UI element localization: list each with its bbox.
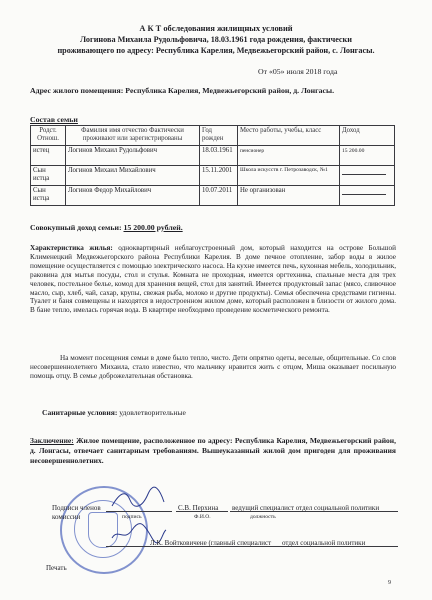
cell-year: 15.11.2001	[200, 165, 238, 185]
header-name: Фамилия имя отчество Фактически проживают или зарегистрированы	[66, 126, 200, 146]
sanitary-line	[42, 408, 186, 417]
signer-2-name: Л.К. Войтковичене (главный специалист	[150, 539, 272, 547]
table-row	[31, 165, 395, 185]
doc-subtitle-1: Логинова Михаила Рудольфовича, 18.03.1961 года рождения, фактически	[80, 35, 352, 44]
family-heading: Состав семьи	[30, 115, 78, 124]
cell-name: Логинов Михаил Рудольфович	[66, 145, 200, 165]
sanitary-value: удовлетворительные	[119, 408, 186, 417]
visit-paragraph: На момент посещения семьи в доме было тепло, чисто. Дети опрятно одеты, веселые, общительные. Со слов несовершеннолетнего Михаила, стало известно, что мальчику нравится жить с отцом, Миша оказывает посильную помощь отцу. В семье доброжелательная обстановка.	[30, 354, 396, 380]
family-table-header	[31, 126, 395, 146]
header-year: Год рожден	[200, 126, 238, 146]
signer-2-line	[150, 546, 398, 547]
doc-date-suffix: 2018 года	[305, 67, 338, 76]
signer-2-position: отдел социальной политики	[282, 539, 366, 547]
doc-date	[258, 67, 337, 76]
caption-fio: Ф.И.О.	[194, 514, 211, 520]
conclusion-paragraph	[30, 436, 396, 466]
stamp-label: Печать	[46, 564, 67, 572]
cell-income: 15 200.00	[340, 145, 395, 165]
conclusion-label: Заключение:	[30, 436, 74, 445]
cell-year: 10.07.2011	[200, 185, 238, 205]
signature-1-scribble	[108, 486, 168, 512]
cell-income	[340, 185, 395, 205]
cell-name: Логинов Федор Михайлович	[66, 185, 200, 205]
caption-sign: подпись	[122, 514, 142, 520]
cell-name: Логинов Михаил Михайлович	[66, 165, 200, 185]
caption-position: должность	[250, 514, 276, 520]
doc-date-prefix: От «05» июля	[258, 67, 304, 76]
header-income: Доход	[340, 126, 395, 146]
doc-title: А К Т обследования жилищных условий	[139, 24, 293, 33]
signatures-label-1: Подписи членов	[52, 504, 101, 512]
signatures-label-2: комиссии	[52, 513, 81, 521]
signature-1-line	[106, 511, 172, 512]
housing-label: Характеристика жилья:	[30, 244, 113, 252]
signer-1-position: ведущий специалист отдел социальной политики	[232, 504, 380, 512]
table-row	[31, 145, 395, 165]
income-label: Совокупный доход семьи:	[30, 223, 122, 232]
housing-paragraph	[30, 244, 396, 315]
family-table	[30, 125, 395, 206]
header-relation: Родст. Отнош.	[31, 126, 66, 146]
header-work: Место работы, учебы, класс	[238, 126, 340, 146]
page-number: 9	[388, 580, 391, 586]
signer-1-name-line	[176, 511, 228, 512]
cell-relation: Сын истца	[31, 185, 66, 205]
income-value: 15 200.00 рублей.	[123, 223, 183, 232]
cell-income	[340, 165, 395, 185]
doc-subtitle-2: проживающего по адресу: Республика Карелия, Медвежьегорский район, с. Лонгасы.	[57, 46, 375, 55]
income-line	[30, 223, 183, 232]
cell-relation: истец	[31, 145, 66, 165]
signer-1-position-line	[230, 511, 398, 512]
cell-work: пенсионер	[238, 145, 340, 165]
address-line: Адрес жилого помещения: Республика Карелия, Медвежьегорский район, д. Лонгасы.	[30, 86, 335, 95]
sanitary-label: Санитарные условия:	[42, 408, 118, 417]
cell-relation: Сын истца	[31, 165, 66, 185]
cell-work: Школа искусств г. Петрозаводск, №1	[238, 165, 340, 185]
cell-year: 18.03.1961	[200, 145, 238, 165]
table-row	[31, 185, 395, 205]
housing-text: одноквартирный неблагоустроенный дом, который находится на острове Большой Клименецкий Медвежьегорского района Республики Карелия. В доме печное отопление, забор воды в жилое помещение осуществляется с помощью электрического насоса. На кухне имеется печь, кухонная мебель, холодильник, раковина для мытья посуды, стол и стулья. Комната не проходная, имеется оргтехника, спальные места для трех человек, постельное белье, комод для хранения вещей, стол для занятий. Имеется продуктовый запас (мясо, сливочное масло, сыр, хлеб, чай, сахар, крупы, свежая рыба, молоко и другие продукты). Семья обеспечена средствами гигиены. Туалет и баня совмещены и находятся в недостроенном жилом доме, который расположен в близости от жилого дома. В бане тепло, имелась горячая вода. В квартире необходимо проведение косметического ремонта.	[30, 244, 397, 315]
signer-1-name: С.В. Перхина	[178, 504, 219, 512]
cell-work: Не организован	[238, 185, 340, 205]
conclusion-text: Жилое помещение, расположенное по адресу: Республика Карелия, Медвежьегорский район, д. Лонгасы, отвечает санитарным требованиям. Вышеуказанный жилой дом пригоден для проживания несовершеннолетних.	[30, 436, 396, 465]
